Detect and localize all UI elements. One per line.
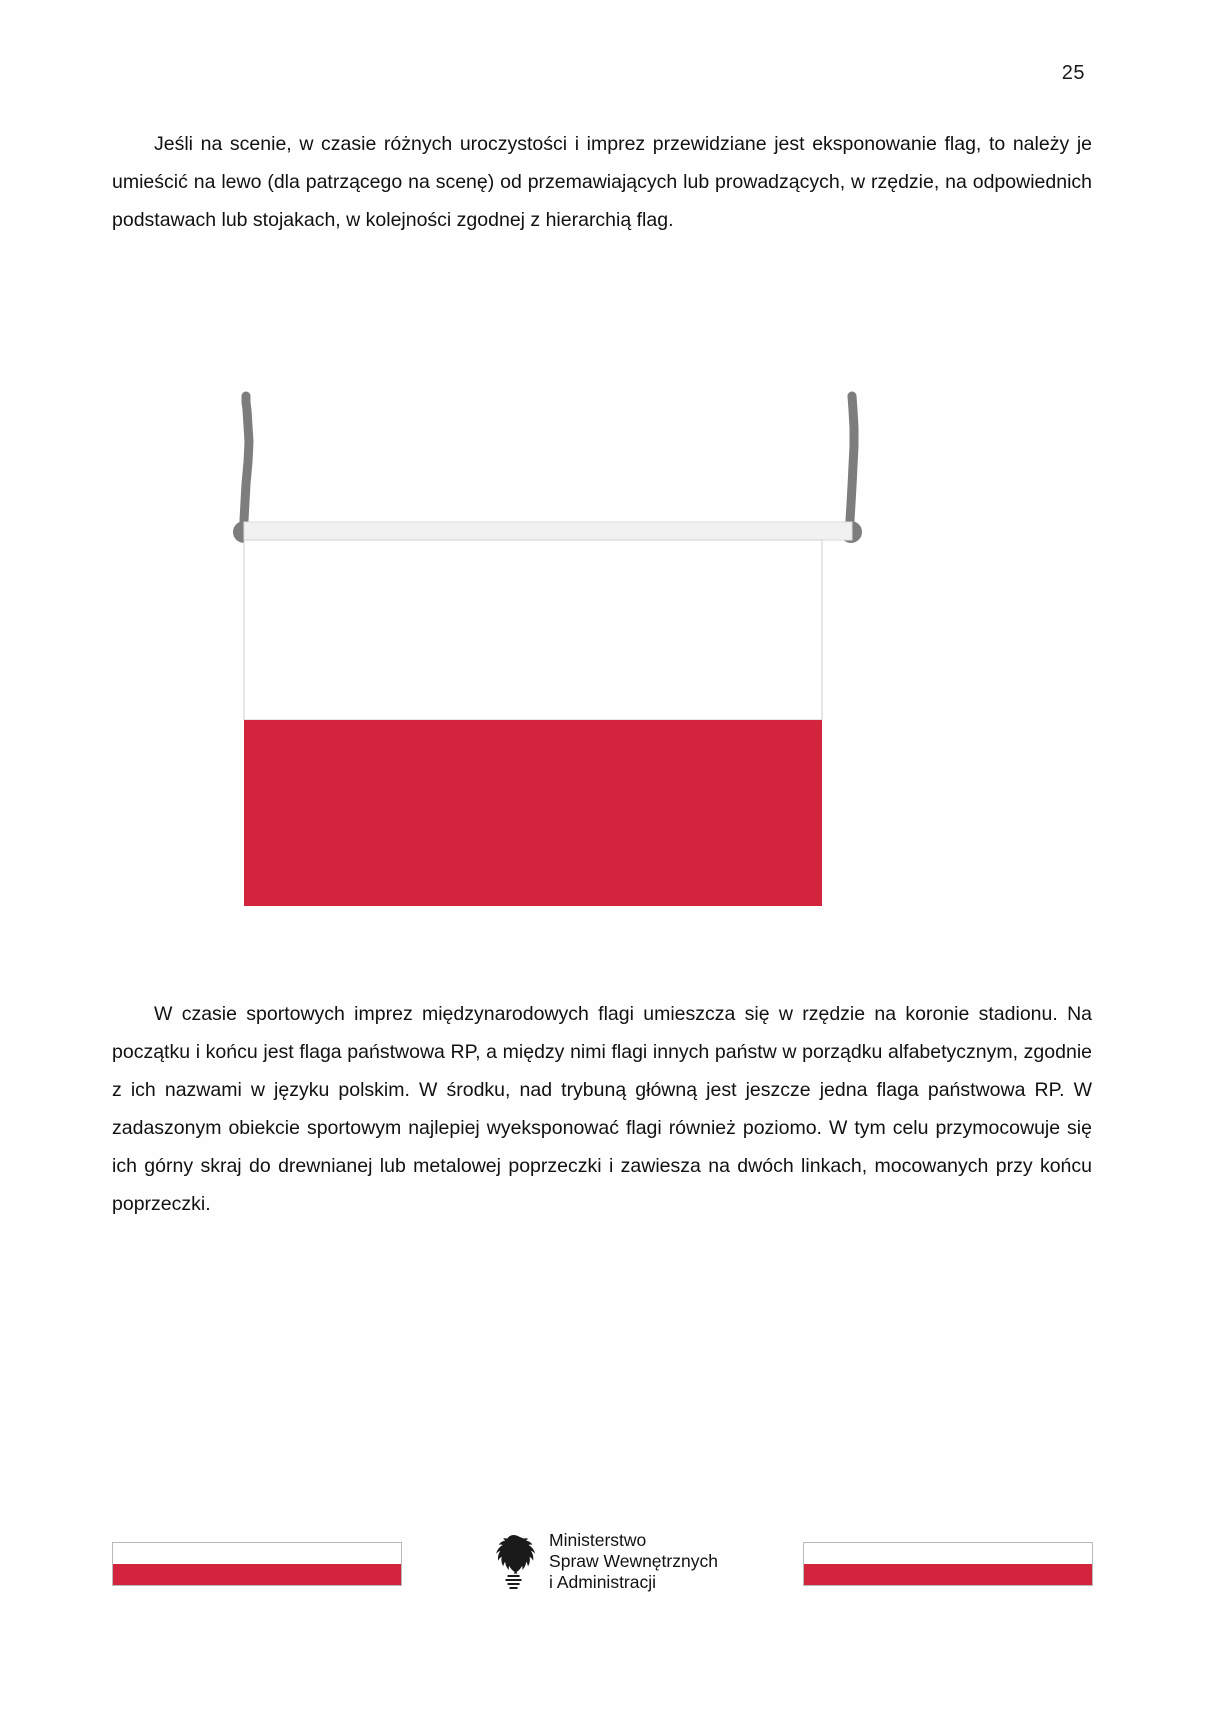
footer-flag-right-red bbox=[804, 1564, 1092, 1585]
paragraph-top-text: Jeśli na scenie, w czasie różnych uroczystości i imprez przewidziane jest eksponowanie flag, to należy je umieścić na lewo (dla patrzącego na scenę) od przemawiających lub prowadzących, w rzędzie, na odpowiednich podstawach lub stojakach, w kolejności zgodnej z hierarchią flag. bbox=[112, 133, 1092, 231]
rope-right-icon bbox=[850, 396, 854, 528]
flag-illustration bbox=[200, 380, 900, 920]
footer-flag-right bbox=[803, 1542, 1093, 1586]
page-number: 25 bbox=[1061, 62, 1085, 84]
ministry-name bbox=[549, 1530, 718, 1593]
ministry-logo bbox=[487, 1530, 718, 1593]
footer-flag-right-white bbox=[804, 1543, 1092, 1564]
paragraph-bottom bbox=[112, 995, 1092, 1223]
paragraph-bottom-text: W czasie sportowych imprez międzynarodowych flagi umieszcza się w rzędzie na koronie stadionu. Na początku i końcu jest flaga państwowa RP, a między nimi flagi innych państw w porządku alfabetycznym, zgodnie z ich nazwami w języku polskim. W środku, nad trybuną główną jest jeszcze jedna flaga państwowa RP. W zadaszonym obiekcie sportowym najlepiej wyeksponować flagi również poziomo. W tym celu przymocowuje się ich górny skraj do drewnianej lub metalowej poprzeczki i zawiesza na dwóch linkach, mocowanych przy końcu poprzeczki. bbox=[112, 1003, 1092, 1215]
footer-flag-left bbox=[112, 1542, 402, 1586]
flag-red-band bbox=[244, 720, 822, 906]
flag-white-band bbox=[244, 540, 822, 720]
ministry-name-line-2: Spraw Wewnętrznych bbox=[549, 1551, 718, 1571]
crossbar bbox=[244, 522, 852, 540]
ministry-name-line-3: i Administracji bbox=[549, 1572, 657, 1592]
ministry-name-line-1: Ministerstwo bbox=[549, 1530, 647, 1550]
paragraph-top bbox=[112, 125, 1092, 239]
footer-flag-left-white bbox=[113, 1543, 401, 1564]
rope-left-icon bbox=[244, 396, 249, 528]
page-footer bbox=[0, 1530, 1205, 1600]
footer-flag-left-red bbox=[113, 1564, 401, 1585]
polish-eagle-icon bbox=[487, 1531, 539, 1593]
